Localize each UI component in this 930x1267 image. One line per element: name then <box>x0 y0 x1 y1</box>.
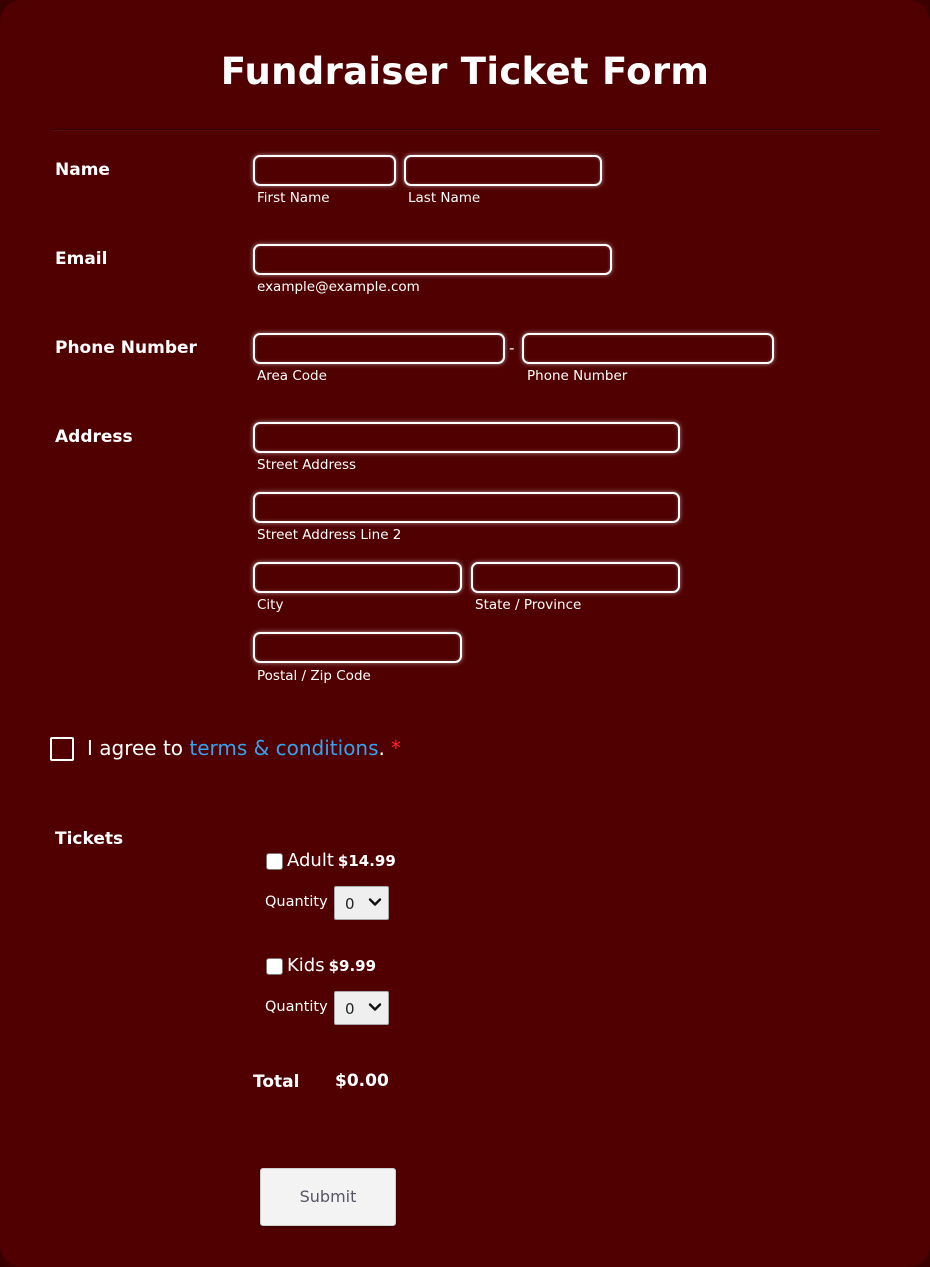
adult-ticket-label <box>287 850 396 871</box>
name-label: Name <box>55 160 110 180</box>
submit-button[interactable]: Submit <box>260 1168 396 1226</box>
kids-quantity-label: Quantity <box>265 999 328 1015</box>
address-label: Address <box>55 427 133 447</box>
email-label: Email <box>55 249 108 269</box>
adult-ticket-price: $14.99 <box>337 852 396 870</box>
area-code-input[interactable] <box>253 333 505 364</box>
street-address-sublabel: Street Address <box>257 457 357 473</box>
first-name-input[interactable] <box>253 155 396 186</box>
kids-ticket-checkbox[interactable] <box>266 958 283 975</box>
kids-ticket-name: Kids <box>287 955 325 976</box>
required-mark: * <box>390 736 401 760</box>
street-address-line2-sublabel: Street Address Line 2 <box>257 527 402 543</box>
terms-prefix: I agree to <box>87 736 190 760</box>
first-name-sublabel: First Name <box>257 190 330 206</box>
form-title: Fundraiser Ticket Form <box>220 50 710 93</box>
adult-ticket-name: Adult <box>287 850 334 871</box>
postal-code-input[interactable] <box>253 632 462 663</box>
terms-suffix: . <box>378 736 385 760</box>
last-name-input[interactable] <box>404 155 602 186</box>
city-input[interactable] <box>253 562 462 593</box>
total-value: $0.00 <box>335 1071 389 1091</box>
adult-quantity-value: 0 <box>345 895 355 913</box>
kids-quantity-value: 0 <box>345 1000 355 1018</box>
phone-number-input[interactable] <box>522 333 774 364</box>
phone-label: Phone Number <box>55 338 197 358</box>
area-code-sublabel: Area Code <box>257 368 327 384</box>
terms-link[interactable]: terms & conditions <box>189 736 379 760</box>
total-label: Total <box>253 1072 300 1092</box>
kids-ticket-label <box>287 955 376 976</box>
street-address-line2-input[interactable] <box>253 492 680 523</box>
phone-number-sublabel: Phone Number <box>527 368 628 384</box>
adult-quantity-select[interactable] <box>334 886 389 920</box>
terms-text <box>87 736 401 760</box>
email-input[interactable] <box>253 244 612 275</box>
state-input[interactable] <box>471 562 680 593</box>
kids-quantity-select[interactable] <box>334 991 389 1025</box>
email-sublabel: example@example.com <box>257 279 420 295</box>
title-divider <box>51 129 880 131</box>
street-address-input[interactable] <box>253 422 680 453</box>
terms-checkbox[interactable] <box>50 737 74 761</box>
tickets-label: Tickets <box>55 829 124 849</box>
kids-ticket-price: $9.99 <box>328 957 377 975</box>
city-sublabel: City <box>257 597 284 613</box>
chevron-down-icon <box>368 895 382 909</box>
postal-code-sublabel: Postal / Zip Code <box>257 668 371 684</box>
state-sublabel: State / Province <box>475 597 582 613</box>
adult-ticket-checkbox[interactable] <box>266 853 283 870</box>
phone-separator: - <box>509 339 515 357</box>
last-name-sublabel: Last Name <box>408 190 481 206</box>
chevron-down-icon <box>368 1000 382 1014</box>
adult-quantity-label: Quantity <box>265 894 328 910</box>
